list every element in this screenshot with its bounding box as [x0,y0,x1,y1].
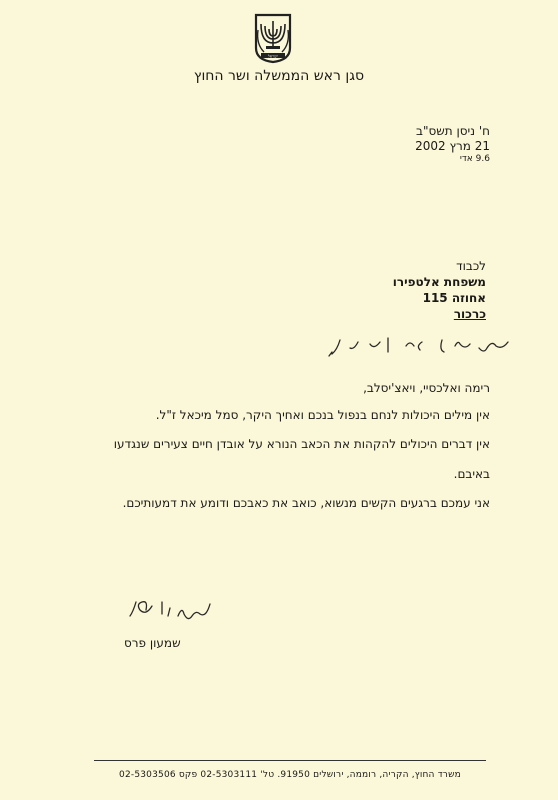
handwritten-salutation [318,332,518,362]
addressee-city: כרכור [453,307,486,321]
state-emblem-icon [252,12,294,64]
date-block [415,124,490,165]
body-line: באיבם. [453,467,490,481]
addressee-family: משפחת אלטפירו [392,275,486,289]
hebrew-date: ח' ניסן תשס"ב [416,124,490,138]
office-title: סגן ראש הממשלה ושר החוץ [193,68,365,84]
gregorian-date: 21 מרץ 2002 [415,139,490,153]
addressee-greeting: לכבוד [456,259,486,273]
footer-divider [94,760,486,761]
addressee-street: אחוזה 115 [422,291,486,305]
body-line: אני עמכם ברגעים הקשים מנשוא, כואב את כאבכם ודומע את דמעותיכם. [122,496,490,510]
handwritten-signature [126,596,216,630]
body-line: אין מילים היכולות לנחם בנפול בנכם ואחיך היקר, סמל מיכאל ז"ל. [155,408,490,422]
footer-contact: משרד החוץ, הקריה, רוממה, ירושלים 91950. טל' 02-5303111 פקס 02-5303506 [119,770,461,780]
body-line: רימה ואלכסיי, ויאצ'יסלב, [363,381,490,395]
reference-note: 9.6 אדי [459,154,490,164]
addressee-block [393,258,486,322]
signer-name: שמעון פרס [124,636,181,650]
body-line: אין דברים היכולים להקהות את הכאב הנורא על אובדן חיים צעירים שנגדעו [113,437,490,451]
emblem-label: ישראל [267,53,279,59]
